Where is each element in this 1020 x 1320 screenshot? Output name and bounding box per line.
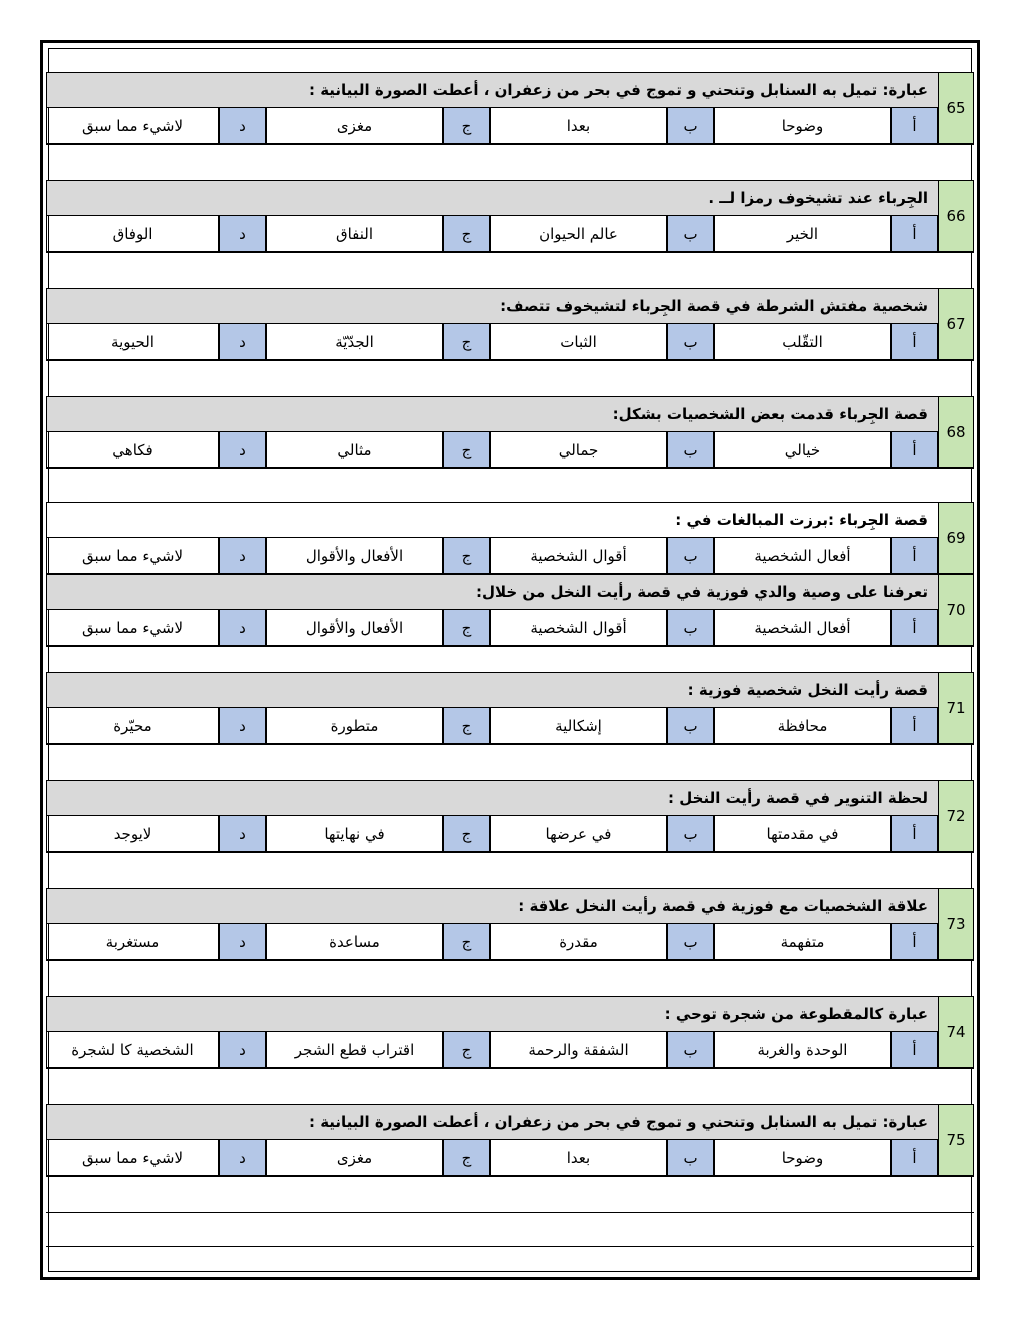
option-letter: د <box>219 1032 266 1068</box>
option-choice[interactable]: الحيوية <box>46 324 219 360</box>
option-letter: ب <box>667 324 714 360</box>
option-letter: ج <box>443 816 490 852</box>
separator-line <box>46 252 974 253</box>
option-letter: أ <box>891 816 938 852</box>
answer-options-row <box>46 924 938 960</box>
option-letter: أ <box>891 708 938 744</box>
option-choice[interactable]: وضوحا <box>714 1140 891 1176</box>
option-letter: ب <box>667 924 714 960</box>
option-letter: أ <box>891 1140 938 1176</box>
option-choice[interactable]: لاشيء مما سبق <box>46 538 219 574</box>
option-choice[interactable]: عالم الحيوان <box>490 216 667 252</box>
answer-options-row <box>46 816 938 852</box>
option-choice[interactable]: إشكالية <box>490 708 667 744</box>
option-choice[interactable]: محافظة <box>714 708 891 744</box>
answer-options-row <box>46 708 938 744</box>
option-choice[interactable]: لاشيء مما سبق <box>46 108 219 144</box>
option-choice[interactable]: أقوال الشخصية <box>490 538 667 574</box>
option-letter: أ <box>891 924 938 960</box>
option-letter: ب <box>667 216 714 252</box>
option-letter: د <box>219 816 266 852</box>
question-text: عبارة كالمقطوعة من شجرة توحي : <box>46 996 938 1032</box>
option-letter: د <box>219 924 266 960</box>
separator-line <box>46 744 974 745</box>
option-letter: د <box>219 432 266 468</box>
option-choice[interactable]: الأفعال والأقوال <box>266 610 443 646</box>
option-letter: د <box>219 610 266 646</box>
separator-line <box>46 468 974 469</box>
option-letter: د <box>219 1140 266 1176</box>
option-choice[interactable]: لايوجد <box>46 816 219 852</box>
question-block <box>46 72 974 144</box>
separator-line <box>46 960 974 961</box>
option-letter: ب <box>667 108 714 144</box>
option-letter: د <box>219 108 266 144</box>
option-choice[interactable]: فكاهي <box>46 432 219 468</box>
option-letter: ب <box>667 538 714 574</box>
question-block <box>46 180 974 252</box>
option-letter: ب <box>667 432 714 468</box>
question-block <box>46 288 974 360</box>
option-choice[interactable]: الخير <box>714 216 891 252</box>
option-choice[interactable]: في عرضها <box>490 816 667 852</box>
answer-options-row <box>46 1032 938 1068</box>
question-number: 68 <box>938 396 974 468</box>
option-choice[interactable]: الشخصية كا لشجرة <box>46 1032 219 1068</box>
question-number: 73 <box>938 888 974 960</box>
option-choice[interactable]: مقدرة <box>490 924 667 960</box>
question-text: عبارة: تميل به السنابل وتنحني و تموج في بحر من زعفران ، أعطت الصورة البيانية : <box>46 72 938 108</box>
answer-options-row <box>46 1140 938 1176</box>
option-choice[interactable]: خيالي <box>714 432 891 468</box>
option-choice[interactable]: التقّلب <box>714 324 891 360</box>
option-letter: أ <box>891 1032 938 1068</box>
answer-options-row <box>46 432 938 468</box>
option-letter: ب <box>667 708 714 744</box>
option-choice[interactable]: متفهمة <box>714 924 891 960</box>
question-text: شخصية مفتش الشرطة في قصة الجِرباء لتشيخوف تتصف: <box>46 288 938 324</box>
question-text: قصة الجِرباء :برزت المبالغات في : <box>46 502 938 538</box>
question-block <box>46 574 974 646</box>
option-choice[interactable]: بعدا <box>490 108 667 144</box>
question-number: 72 <box>938 780 974 852</box>
question-text: قصة الجِرباء قدمت بعض الشخصيات بشكل: <box>46 396 938 432</box>
option-letter: ج <box>443 432 490 468</box>
option-choice[interactable]: مغزى <box>266 108 443 144</box>
option-letter: ج <box>443 216 490 252</box>
question-number: 74 <box>938 996 974 1068</box>
option-letter: د <box>219 216 266 252</box>
option-letter: أ <box>891 216 938 252</box>
option-choice[interactable]: الأفعال والأقوال <box>266 538 443 574</box>
option-choice[interactable]: في مقدمتها <box>714 816 891 852</box>
question-text: لحظة التنوير في قصة رأيت النخل : <box>46 780 938 816</box>
option-choice[interactable]: مساعدة <box>266 924 443 960</box>
separator-line <box>46 360 974 361</box>
question-text: عبارة: تميل به السنابل وتنحني و تموج في بحر من زعفران ، أعطت الصورة البيانية : <box>46 1104 938 1140</box>
option-letter: ج <box>443 324 490 360</box>
option-choice[interactable]: الوحدة والغربة <box>714 1032 891 1068</box>
option-choice[interactable]: أفعال الشخصية <box>714 610 891 646</box>
option-choice[interactable]: أفعال الشخصية <box>714 538 891 574</box>
option-letter: ب <box>667 1032 714 1068</box>
question-number: 69 <box>938 502 974 574</box>
option-letter: أ <box>891 610 938 646</box>
separator-line <box>46 1176 974 1177</box>
question-text: تعرفنا على وصية والدي فوزية في قصة رأيت النخل من خلال: <box>46 574 938 610</box>
option-letter: ب <box>667 816 714 852</box>
option-choice[interactable]: اقتراب قطع الشجر <box>266 1032 443 1068</box>
option-letter: ج <box>443 108 490 144</box>
separator-line <box>46 646 974 647</box>
separator-line <box>46 144 974 145</box>
question-block <box>46 672 974 744</box>
option-choice[interactable]: جمالي <box>490 432 667 468</box>
separator-line <box>46 1246 974 1247</box>
option-letter: د <box>219 538 266 574</box>
option-letter: ب <box>667 1140 714 1176</box>
option-letter: ج <box>443 1140 490 1176</box>
option-choice[interactable]: لاشيء مما سبق <box>46 610 219 646</box>
question-block <box>46 1104 974 1176</box>
question-block <box>46 996 974 1068</box>
question-text: قصة رأيت النخل شخصية فوزية : <box>46 672 938 708</box>
option-choice[interactable]: متطورة <box>266 708 443 744</box>
question-number: 71 <box>938 672 974 744</box>
option-letter: ج <box>443 924 490 960</box>
option-letter: أ <box>891 108 938 144</box>
option-choice[interactable]: بعدا <box>490 1140 667 1176</box>
question-text: الجِرباء عند تشيخوف رمزا لــ . <box>46 180 938 216</box>
question-number: 65 <box>938 72 974 144</box>
answer-options-row <box>46 610 938 646</box>
option-choice[interactable]: أقوال الشخصية <box>490 610 667 646</box>
question-block <box>46 396 974 468</box>
question-number: 70 <box>938 574 974 646</box>
option-choice[interactable]: النفاق <box>266 216 443 252</box>
question-text: علاقة الشخصيات مع فوزية في قصة رأيت النخل علاقة : <box>46 888 938 924</box>
option-letter: أ <box>891 538 938 574</box>
option-choice[interactable]: لاشيء مما سبق <box>46 1140 219 1176</box>
option-letter: د <box>219 708 266 744</box>
option-choice[interactable]: مثالي <box>266 432 443 468</box>
option-choice[interactable]: في نهايتها <box>266 816 443 852</box>
option-choice[interactable]: محيّرة <box>46 708 219 744</box>
option-letter: أ <box>891 324 938 360</box>
option-letter: ج <box>443 538 490 574</box>
question-block <box>46 780 974 852</box>
option-choice[interactable]: الجدّيّة <box>266 324 443 360</box>
question-number: 75 <box>938 1104 974 1176</box>
option-letter: ب <box>667 610 714 646</box>
answer-options-row <box>46 216 938 252</box>
separator-line <box>46 1212 974 1213</box>
option-choice[interactable]: الثبات <box>490 324 667 360</box>
answer-options-row <box>46 324 938 360</box>
option-letter: أ <box>891 432 938 468</box>
option-letter: ج <box>443 610 490 646</box>
answer-options-row <box>46 538 938 574</box>
option-choice[interactable]: مغزى <box>266 1140 443 1176</box>
option-choice[interactable]: مستغربة <box>46 924 219 960</box>
separator-line <box>46 852 974 853</box>
question-block <box>46 888 974 960</box>
option-letter: ج <box>443 1032 490 1068</box>
option-choice[interactable]: الوفاق <box>46 216 219 252</box>
option-choice[interactable]: الشفقة والرحمة <box>490 1032 667 1068</box>
question-block <box>46 502 974 574</box>
separator-line <box>46 1068 974 1069</box>
option-letter: د <box>219 324 266 360</box>
option-letter: ج <box>443 708 490 744</box>
question-number: 67 <box>938 288 974 360</box>
question-number: 66 <box>938 180 974 252</box>
option-choice[interactable]: وضوحا <box>714 108 891 144</box>
answer-options-row <box>46 108 938 144</box>
